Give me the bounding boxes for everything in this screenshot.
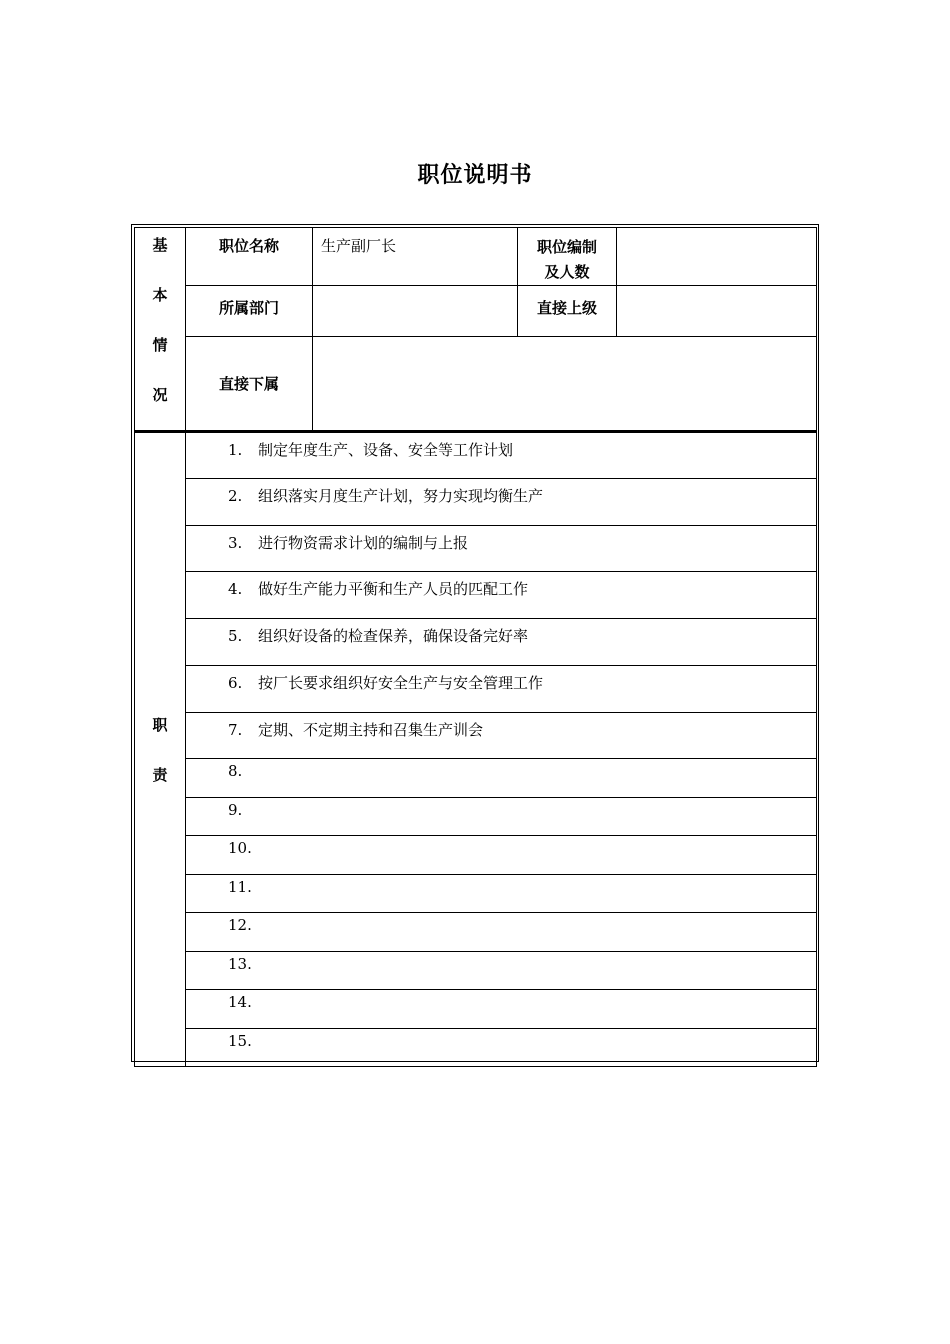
duty-text[interactable]: 按厂长要求组织好安全生产与安全管理工作 [258,674,544,692]
duty-number: 8. [228,762,243,780]
document-title: 职位说明书 [417,163,533,188]
duty-item-9 [186,798,817,836]
duty-number: 7. [228,721,243,739]
basic-info-char-4: 况 [152,386,168,404]
basic-info-section [135,228,817,432]
duty-item-13 [186,952,817,990]
basic-info-char-1: 基 [152,236,168,254]
position-name-value[interactable]: 生产副厂长 [313,228,518,286]
duty-row-2 [135,479,817,526]
duty-item-6 [186,666,817,713]
duty-item-1 [186,432,817,479]
duty-row-12 [135,913,817,952]
duty-number: 14. [228,993,252,1011]
duty-row-7 [135,713,817,759]
subordinate-value[interactable] [313,337,817,432]
duties-section [135,432,817,1067]
duty-row-6 [135,666,817,713]
basic-info-char-3: 情 [152,336,168,354]
duty-number: 5. [228,627,243,645]
duty-row-10 [135,836,817,875]
duty-text[interactable]: 制定年度生产、设备、安全等工作计划 [258,441,514,459]
duty-row-8 [135,759,817,798]
duty-item-4 [186,572,817,619]
duty-text[interactable]: 进行物资需求计划的编制与上报 [258,534,469,552]
duty-item-11 [186,875,817,913]
department-value[interactable] [313,286,518,337]
duty-item-14 [186,990,817,1029]
duty-row-15 [135,1029,817,1067]
duty-number: 10. [228,839,252,857]
duty-row-4 [135,572,817,619]
duty-number: 12. [228,916,252,934]
duties-char-1: 职 [152,716,168,734]
row-position-name [135,228,817,286]
duty-item-3 [186,526,817,572]
duty-number: 3. [228,534,243,552]
duty-text[interactable]: 定期、不定期主持和召集生产训会 [258,721,484,739]
duty-number: 15. [228,1032,252,1050]
duties-label [135,432,186,1067]
headcount-value[interactable] [617,228,817,286]
headcount-label [518,228,617,286]
duty-row-14 [135,990,817,1029]
duty-item-15 [186,1029,817,1067]
duty-row-9 [135,798,817,836]
duty-number: 2. [228,487,243,505]
headcount-label-line2: 及人数 [544,263,590,281]
basic-info-label [135,228,186,432]
duty-number: 9. [228,801,243,819]
duty-row-3 [135,526,817,572]
duty-number: 13. [228,955,252,973]
duty-number: 6. [228,674,243,692]
position-name-label: 职位名称 [186,228,313,286]
duty-item-5 [186,619,817,666]
job-description-table [134,227,817,1067]
duty-text[interactable]: 做好生产能力平衡和生产人员的匹配工作 [258,580,529,598]
superior-value[interactable] [617,286,817,337]
duty-item-8 [186,759,817,798]
row-department [135,286,817,337]
duty-number: 4. [228,580,243,598]
duty-text[interactable]: 组织好设备的检查保养，确保设备完好率 [258,627,529,645]
duty-text[interactable]: 组织落实月度生产计划，努力实现均衡生产 [258,487,544,505]
duty-item-2 [186,479,817,526]
basic-info-char-2: 本 [152,286,168,304]
duty-row-11 [135,875,817,913]
duty-number: 1. [228,441,243,459]
subordinate-label: 直接下属 [186,337,313,432]
duty-item-12 [186,913,817,952]
duty-item-10 [186,836,817,875]
duty-row-5 [135,619,817,666]
department-label: 所属部门 [186,286,313,337]
superior-label: 直接上级 [518,286,617,337]
duty-row-13 [135,952,817,990]
duty-row-1 [135,432,817,479]
row-subordinate [135,337,817,432]
duty-item-7 [186,713,817,759]
duties-char-2: 责 [152,766,168,784]
duty-number: 11. [228,878,252,896]
headcount-label-line1: 职位编制 [536,238,597,256]
